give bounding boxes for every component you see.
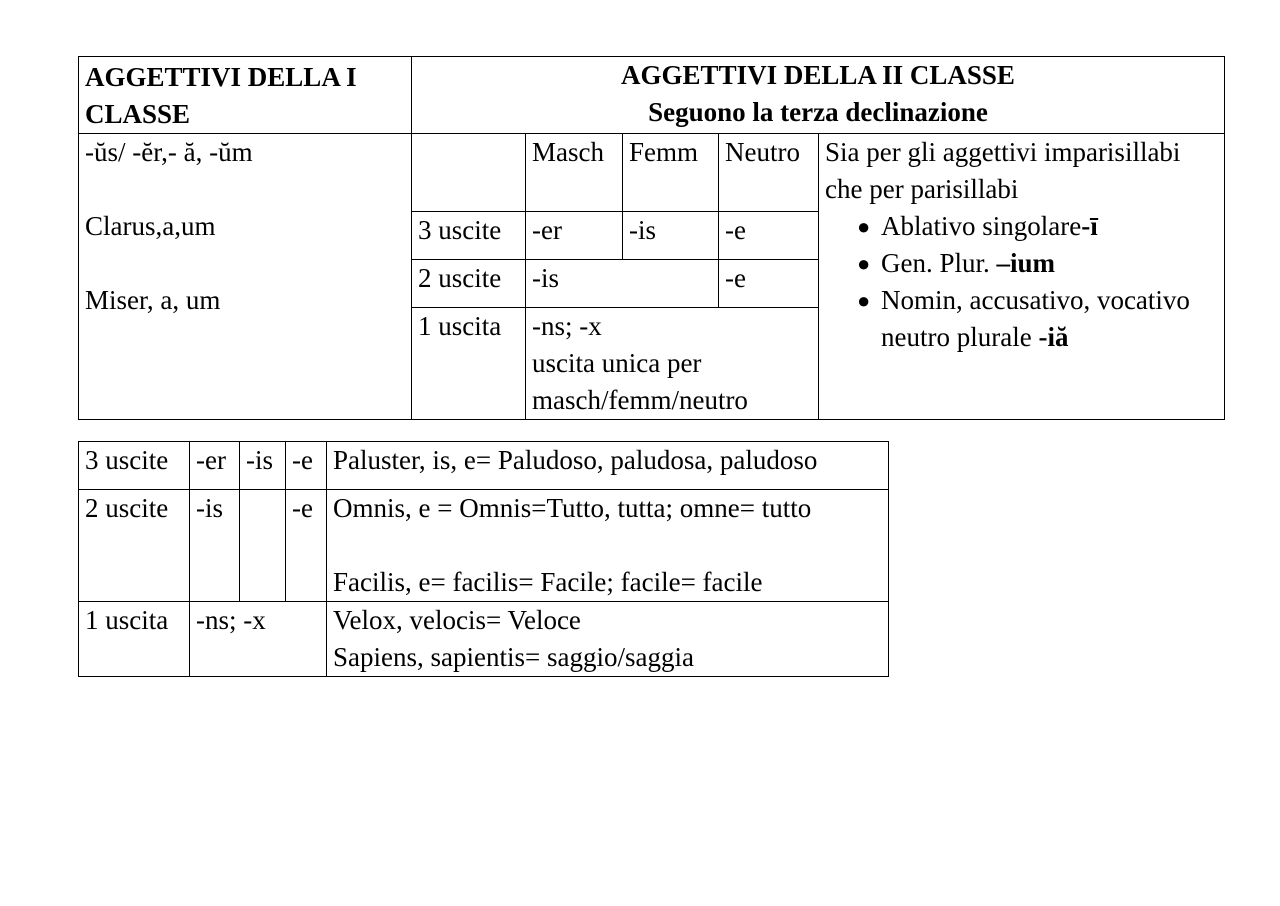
second-class-title: AGGETTIVI DELLA II CLASSE bbox=[621, 60, 1015, 90]
notes-list bbox=[825, 208, 1218, 356]
second-class-header bbox=[412, 57, 1225, 134]
second-class-subtitle: Seguono la terza declinazione bbox=[648, 97, 988, 127]
ending-cell: -is bbox=[526, 260, 719, 308]
col-header-femm: Femm bbox=[623, 134, 719, 212]
row-label: 3 uscite bbox=[412, 212, 526, 260]
row-label: 2 uscite bbox=[79, 490, 190, 602]
ending-cell: -ns; -x bbox=[190, 602, 327, 677]
first-class-endings: -ŭs/ -ĕr,- ă, -ŭm bbox=[85, 137, 253, 167]
row-label: 3 uscite bbox=[79, 442, 190, 490]
ending-cell: -e bbox=[286, 442, 327, 490]
second-class-adjectives-table bbox=[78, 56, 1225, 420]
ending-cell: -is bbox=[240, 442, 286, 490]
example-cell: Paluster, is, e= Paludoso, paludosa, paludoso bbox=[327, 442, 889, 490]
note-item: ● Nomin, accusativo, vocativo neutro plurale -iă bbox=[857, 282, 1218, 356]
ending-cell: -er bbox=[190, 442, 240, 490]
notes-cell bbox=[819, 134, 1225, 420]
row-label: 1 uscita bbox=[412, 308, 526, 420]
ending-cell: -e bbox=[719, 212, 819, 260]
ending-cell: -e bbox=[286, 490, 327, 602]
examples-table bbox=[78, 441, 889, 677]
first-class-example: Miser, a, um bbox=[85, 285, 221, 315]
first-class-header: AGGETTIVI DELLA I CLASSE bbox=[79, 57, 412, 134]
ending-cell bbox=[240, 490, 286, 602]
ending-cell: -is bbox=[190, 490, 240, 602]
example-cell: Omnis, e = Omnis=Tutto, tutta; omne= tutto Facilis, e= facilis= Facile; facile= facile bbox=[327, 490, 889, 602]
ending-cell: -er bbox=[526, 212, 623, 260]
notes-intro: Sia per gli aggettivi imparisillabi che per parisillabi bbox=[825, 137, 1181, 204]
ending-cell: -e bbox=[719, 260, 819, 308]
row-label: 1 uscita bbox=[79, 602, 190, 677]
col-header-neutro: Neutro bbox=[719, 134, 819, 212]
col-header-masch: Masch bbox=[526, 134, 623, 212]
ending-cell: -ns; -x uscita unica per masch/femm/neutro bbox=[526, 308, 819, 420]
row-label: 2 uscite bbox=[412, 260, 526, 308]
note-item: ● Gen. Plur. –ium bbox=[857, 245, 1218, 282]
note-item: ● Ablativo singolare-ī bbox=[857, 208, 1218, 245]
first-class-cell bbox=[79, 134, 412, 420]
example-cell: Velox, velocis= Veloce Sapiens, sapientis= saggio/saggia bbox=[327, 602, 889, 677]
empty-corner-cell bbox=[412, 134, 526, 212]
ending-cell: -is bbox=[623, 212, 719, 260]
first-class-example: Clarus,a,um bbox=[85, 211, 216, 241]
